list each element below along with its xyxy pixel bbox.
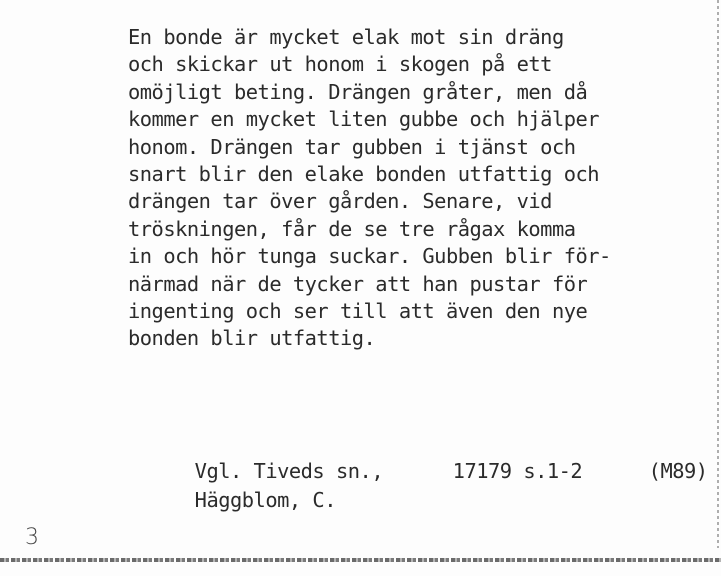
text-line: tröskningen, får de se tre rågax komma xyxy=(128,216,576,241)
text-line: En bonde är mycket elak mot sin dräng xyxy=(128,25,564,49)
reference-source: Vgl. Tiveds sn., xyxy=(194,459,384,483)
card-body-text xyxy=(128,24,708,353)
text-line: omöjligt beting. Drängen gråter, men då xyxy=(128,79,588,104)
text-line: ingenting och ser till att även den nye xyxy=(128,299,588,324)
reference-code: (M89) xyxy=(648,459,708,483)
card-number: 3 xyxy=(25,525,39,550)
card-right-edge xyxy=(717,0,719,548)
recorder-name: Häggblom, C. xyxy=(194,488,336,512)
text-line: kommer en mycket liten gubbe och hjälper xyxy=(128,107,600,132)
card-bottom-edge xyxy=(0,558,721,562)
text-line: drängen tar över gården. Senare, vid xyxy=(128,189,552,214)
text-line: honom. Drängen tar gubben i tjänst och xyxy=(128,134,576,159)
reference-row xyxy=(124,428,708,483)
reference-number: 17179 s.1-2 xyxy=(452,459,583,483)
reference-block xyxy=(124,428,708,512)
text-line: och skickar ut honom i skogen på ett xyxy=(128,52,552,77)
text-line: närmad när de tycker att han pustar för xyxy=(128,271,588,296)
text-line: bonden blir utfattig. xyxy=(128,326,376,351)
text-line: in och hör tunga suckar. Gubben blir för- xyxy=(128,244,611,269)
text-line: snart blir den elake bonden utfattig och xyxy=(128,162,600,187)
